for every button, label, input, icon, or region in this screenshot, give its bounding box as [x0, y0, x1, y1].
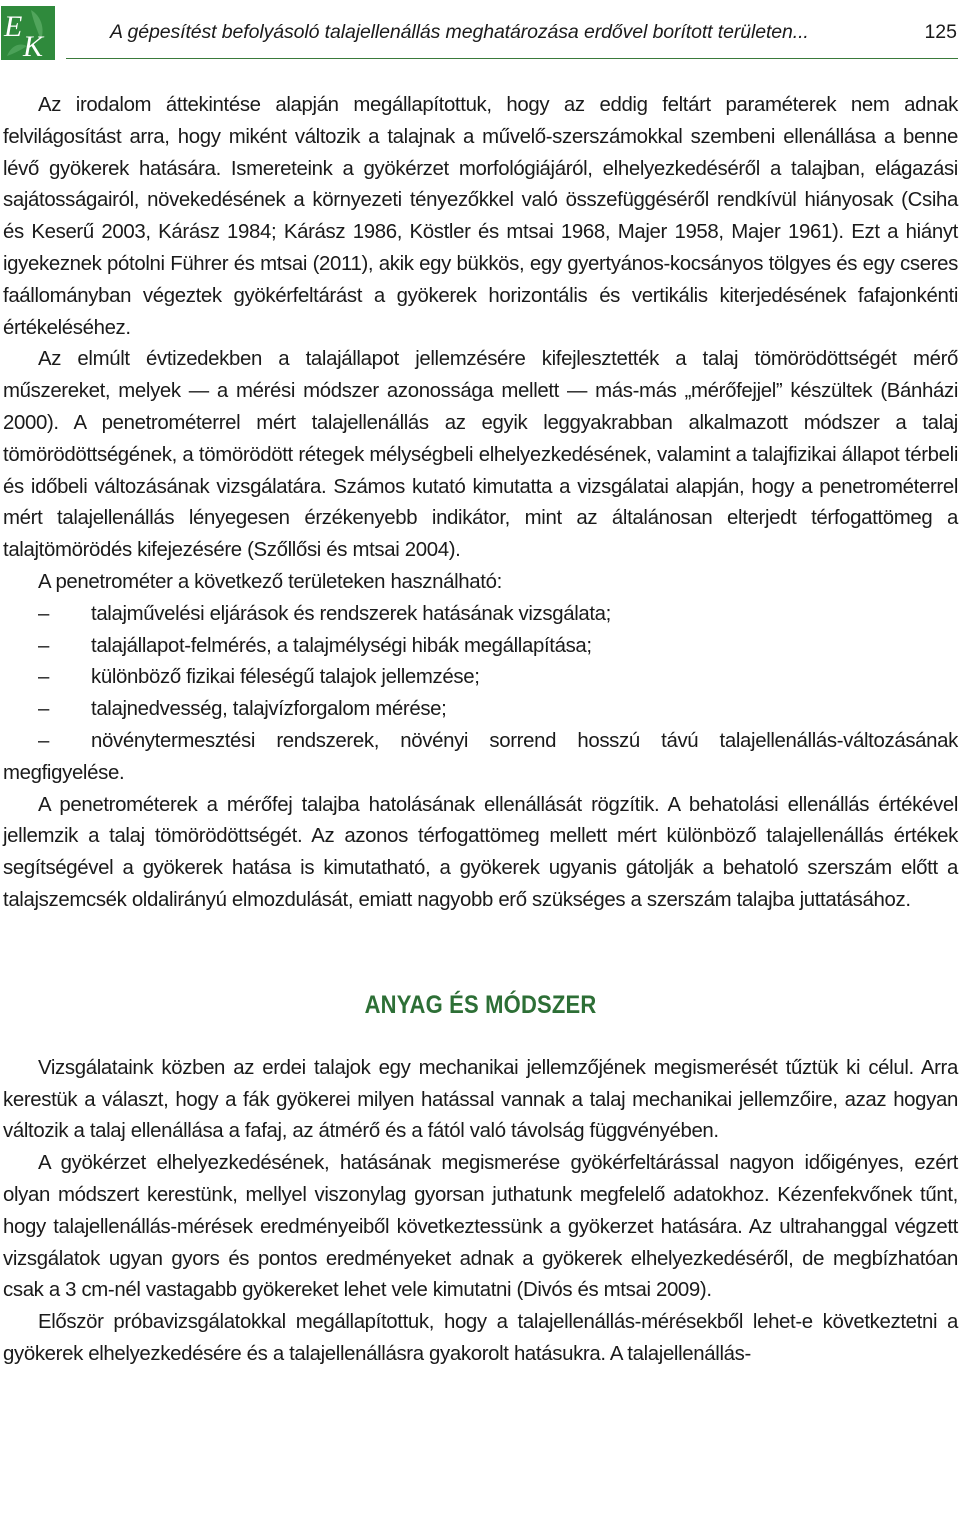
journal-logo	[1, 6, 55, 60]
list-item: – talajművelési eljárások és rendszerek hatásának vizsgálata;	[3, 599, 958, 631]
article-body	[3, 90, 958, 1371]
closing-paragraph: A penetrométerek a mérőfej talajba hatolásának ellenállását rögzítik. A behatolási ellenállás értékével jellemzik a talaj tömörödöttségét. Az azonos térfogattömeg mellett mért különböző talajellenállás értékek segítségével a gyökerek hatása is kimutatható, a gyökerek ugyanis gátolják a behatoló szerszám előtt a talajszemcsék oldalirányú elmozdulását, emiatt nagyobb erő szükséges a szerszám talajba juttatásához.	[3, 793, 958, 911]
list-item: – különböző fizikai féleségű talajok jellemzése;	[3, 662, 958, 694]
ek-logo-icon	[1, 6, 55, 60]
dash-bullet: –	[38, 698, 49, 721]
list-item: – talajállapot-felmérés, a talajmélységi hibák megállapítása;	[3, 631, 958, 663]
penetrometer-paragraph: Az elmúlt évtizedekben a talajállapot jellemzésére kifejlesztették a talaj tömörödöttségét mérő műszereket, melyek — a mérési módszer azonossága mellett — más-más „mérőfejjel” készültek (Bánházi 2000). A penetrométerrel mért talajellenállás az egyik leggyakrabban alkalmazott módszer a talaj tömörödöttségének, a tömörödött rétegek mélységbeli elhelyezkedésének, valamint a talajfizikai állapot térbeli és időbeli változásának vizsgálatára. Számos kutató kimutatta a vizsgálatai alapján, hogy a penetrométerrel mért talajellenállás lényegesen érzékenyebb indikátor, mint az általánosan elterjedt térfogattömeg a talajtömörödés kifejezésére (Szőllősi és mtsai 2004).	[3, 348, 958, 562]
running-title: A gépesítést befolyásoló talajellenállás meghatározása erdővel borított területen...	[110, 21, 809, 43]
methods-paragraph: Először próbavizsgálatokkal megállapítottuk, hogy a talajellenállás-mérésekből lehet-e következtetni a gyökerek elhelyezkedésére és a talajellenállásra gyakorolt hatásukra. A talajellenállás-	[3, 1311, 958, 1365]
dash-bullet: –	[38, 666, 49, 689]
dash-bullet: –	[38, 602, 49, 625]
dash-bullet: –	[38, 634, 49, 657]
list-item: – növénytermesztési rendszerek, növényi sorrend hosszú távú talajellenállás-változásának megfigyelése.	[3, 726, 958, 790]
header-divider	[66, 58, 958, 59]
page-header	[0, 0, 960, 62]
methods-paragraph: Vizsgálataink közben az erdei talajok egy mechanikai jellemzőjének megismerését tűztük ki célul. Arra kerestük a választ, hogy a fák gyökerei milyen hatással vannak a talaj mechanikai jellemzőire, azaz hogyan változik a talaj ellenállása a fafaj, az átmérő és a fától való távolság függvényében.	[3, 1056, 958, 1143]
page-number: 125	[924, 21, 957, 43]
methods-paragraph: A gyökérzet elhelyezkedésének, hatásának megismerése gyökérfeltárással nagyon időigényes, ezért olyan módszert kerestünk, mellyel viszonylag gyorsan juthatunk megfelelő adatokhoz. Kézenfekvőnek tűnt, hogy talajellenállás-mérések eredményeiből következtessünk a gyökerzet hatására. Az ultrahanggal végzett vizsgálatok ugyan gyors és pontos eredményeket adnak a gyökerek elhelyezkedéséről, de megbízhatóan csak a 3 cm-nél vastagabb gyökereket lehet vele kimutatni (Divós és mtsai 2009).	[3, 1152, 958, 1302]
list-item: – talajnedvesség, talajvízforgalom mérése;	[3, 694, 958, 726]
section-heading: ANYAG ÉS MÓDSZER	[364, 990, 597, 1019]
penetrometer-uses-list	[3, 599, 958, 790]
svg-text:E: E	[4, 10, 23, 43]
literature-paragraph: Az irodalom áttekintése alapján megállapítottuk, hogy az eddig feltárt paraméterek nem adnak felvilágosítást arra, hogy miként változik a talajnak a művelő-szerszámokkal szembeni ellenállása a benne lévő gyökerek hatására. Ismereteink a gyökérzet morfológiájáról, elhelyezkedéséről a talajban, elágazási sajátosságairól, növekedésének a környezeti tényezőkkel való összefüggéséről rendkívül hiányosak (Csiha és Keserű 2003, Kárász 1984; Kárász 1986, Köstler és mtsai 1968, Majer 1958, Majer 1961). Ezt a hiányt igyekeznek pótolni Führer és mtsai (2011), akik egy bükkös, egy gyertyános-kocsányos tölgyes és egy cseres faállományban végeztek gyökérfeltárást a gyökerek horizontális és vertikális kiterjedésének fafajonkénti értékeléséhez.	[3, 94, 958, 339]
uses-intro: A penetrométer a következő területeken használható:	[38, 570, 502, 593]
dash-bullet: –	[38, 729, 49, 752]
svg-text:K: K	[23, 30, 44, 60]
